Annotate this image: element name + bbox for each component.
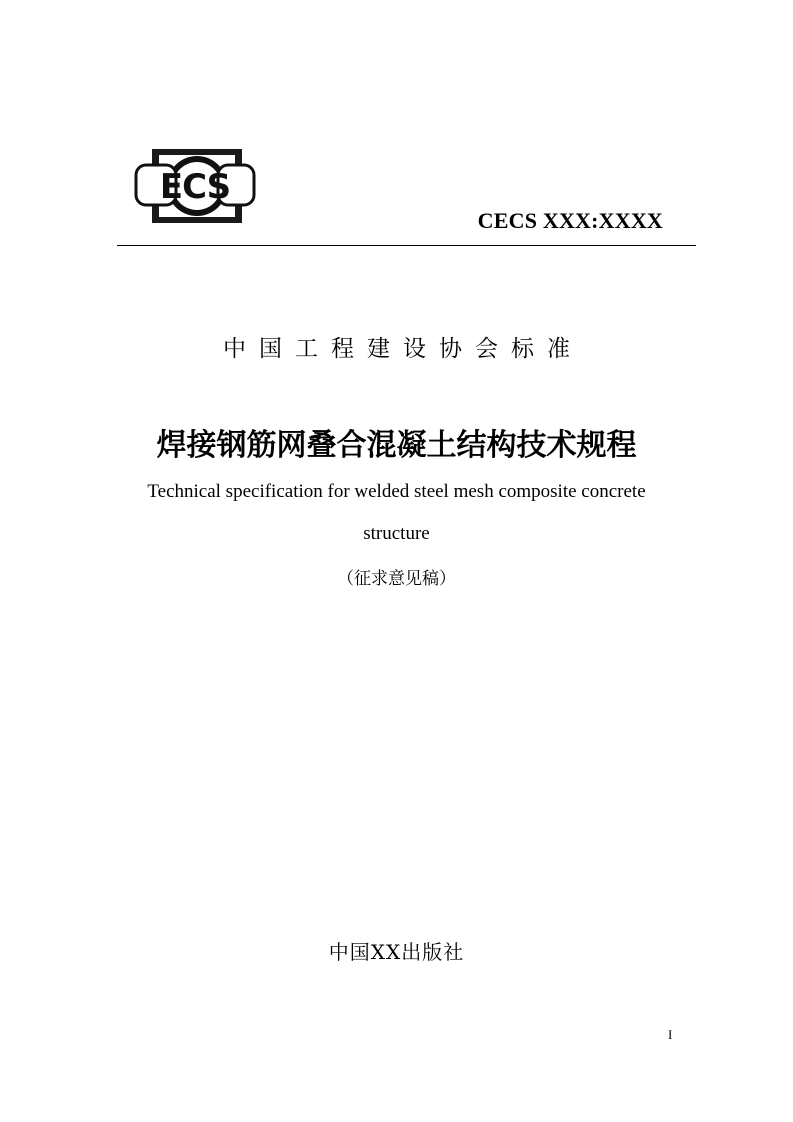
organization-title: 中国工程建设协会标准 <box>223 336 583 362</box>
page-number: I <box>668 1027 673 1042</box>
document-title-english-line1: Technical specification for welded steel mesh composite concrete <box>147 481 646 502</box>
ecs-logo-icon <box>132 147 258 225</box>
header-divider <box>117 245 696 246</box>
document-title-english-line2: structure <box>363 523 430 544</box>
document-title-chinese: 焊接钢筋网叠合混凝土结构技术规程 <box>156 428 637 463</box>
svg-text:ECS: ECS <box>159 167 231 207</box>
standard-number: CECS XXX:XXXX <box>477 208 663 233</box>
draft-note: （征求意见稿） <box>337 569 456 589</box>
publisher: 中国XX出版社 <box>328 940 465 964</box>
